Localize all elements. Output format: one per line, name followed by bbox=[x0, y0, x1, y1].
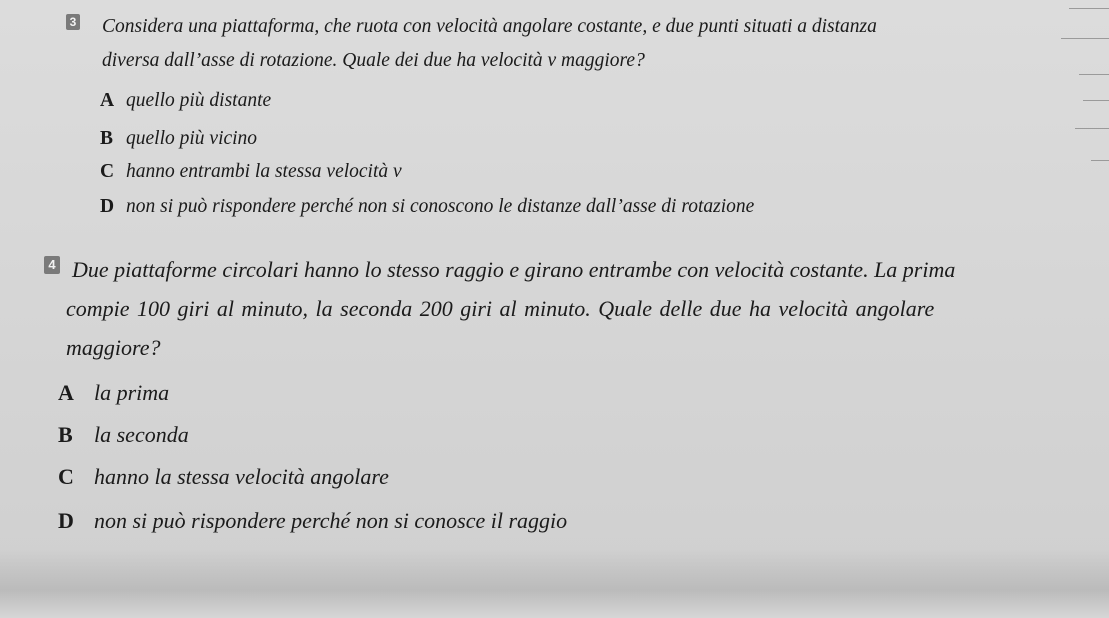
question-number-badge: 4 bbox=[44, 256, 60, 274]
option-letter: A bbox=[58, 380, 74, 405]
question-text-line-1: Due piattaforme circolari hanno lo stesso raggio e girano entrambe con velocità costante. La prima bbox=[72, 257, 956, 282]
option-text: quello più distante bbox=[126, 90, 272, 111]
option-b[interactable] bbox=[58, 422, 189, 448]
option-text: hanno la stessa velocità angolare bbox=[94, 464, 389, 489]
option-a[interactable] bbox=[100, 90, 271, 112]
option-a[interactable] bbox=[58, 380, 169, 406]
option-letter: A bbox=[100, 90, 115, 111]
option-letter: D bbox=[100, 196, 115, 217]
option-text: non si può rispondere perché non si conosce il raggio bbox=[94, 508, 568, 533]
page-bottom-shadow bbox=[0, 548, 1109, 618]
option-d[interactable] bbox=[100, 196, 754, 218]
option-text: quello più vicino bbox=[126, 128, 258, 149]
option-letter: B bbox=[58, 422, 73, 447]
option-b[interactable] bbox=[100, 128, 257, 150]
option-c[interactable] bbox=[100, 161, 402, 183]
question-number-badge: 3 bbox=[66, 14, 80, 30]
question-text-line-3: maggiore? bbox=[66, 335, 161, 360]
option-letter: B bbox=[100, 128, 114, 149]
option-letter: C bbox=[100, 161, 115, 182]
option-text: hanno entrambi la stessa velocità v bbox=[126, 161, 402, 182]
question-text bbox=[66, 250, 1102, 367]
page-edge-lines bbox=[1049, 0, 1109, 200]
option-text: non si può rispondere perché non si conoscono le distanze dall’asse di rotazione bbox=[126, 196, 755, 217]
option-d[interactable] bbox=[58, 508, 567, 534]
option-text: la seconda bbox=[94, 422, 189, 447]
question-text-line-1: Considera una piattaforma, che ruota con velocità angolare costante, e due punti situati a distanza bbox=[102, 16, 877, 37]
option-c[interactable] bbox=[58, 464, 389, 490]
option-letter: D bbox=[58, 508, 74, 533]
option-letter: C bbox=[58, 464, 74, 489]
question-text-line-2: diversa dall’asse di rotazione. Quale dei due ha velocità v maggiore? bbox=[102, 50, 645, 71]
option-text: la prima bbox=[94, 380, 170, 405]
question-text-line-2: compie 100 giri al minuto, la seconda 200 giri al minuto. Quale delle due ha velocità angolare bbox=[66, 296, 935, 321]
